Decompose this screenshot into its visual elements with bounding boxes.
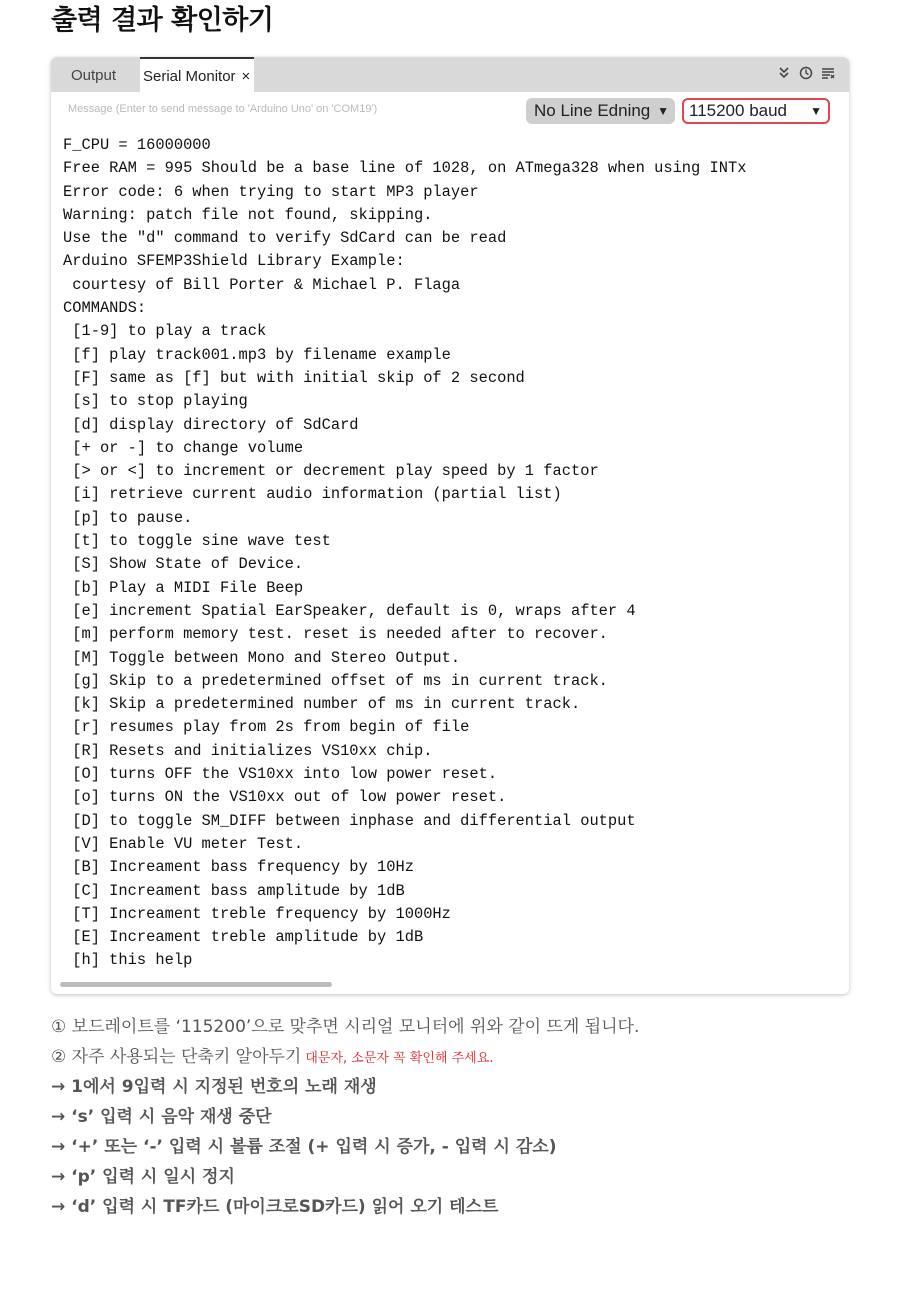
baud-rate-value: 115200 baud (689, 101, 788, 120)
shortcut-list (51, 1074, 881, 1224)
serial-line: [O] turns OFF the VS10xx into low power reset. (63, 765, 498, 784)
serial-line: Error code: 6 when trying to start MP3 player (63, 182, 479, 201)
serial-monitor-panel (51, 57, 849, 994)
serial-line: [p] to pause. (63, 508, 193, 527)
horizontal-scrollbar[interactable] (57, 982, 837, 988)
serial-line: COMMANDS: (63, 299, 147, 318)
serial-line: [E] Increament treble amplitude by 1dB (63, 928, 424, 947)
serial-line: [s] to stop playing (63, 392, 248, 411)
serial-line: [B] Increament bass frequency by 10Hz (63, 858, 414, 877)
clear-output-icon[interactable] (821, 65, 835, 81)
notes-section (51, 1014, 881, 1224)
serial-line: [i] retrieve current audio information (partial list) (63, 485, 562, 504)
shortcut-item: → ‘s’ 입력 시 음악 재생 중단 (51, 1107, 272, 1127)
clock-icon[interactable] (799, 65, 813, 81)
serial-line: [1-9] to play a track (63, 322, 267, 341)
shortcut-item: → ‘+’ 또는 ‘-’ 입력 시 볼륨 조절 (+ 입력 시 증가, - 입력 시 감소) (51, 1137, 557, 1157)
shortcut-item: → ‘d’ 입력 시 TF카드 (마이크로SD카드) 읽어 오기 테스트 (51, 1197, 499, 1217)
note-case-warning: 대문자, 소문자 꼭 확인해 주세요. (305, 1051, 494, 1066)
serial-line: Warning: patch file not found, skipping. (63, 205, 433, 224)
serial-line: [D] to toggle SM_DIFF between inphase and differential output (63, 811, 636, 830)
tab-serial-monitor-label: Serial Monitor (143, 68, 236, 85)
serial-line: [k] Skip a predetermined number of ms in current track. (63, 695, 581, 714)
serial-line: [F] same as [f] but with initial skip of 2 second (63, 368, 525, 387)
caret-down-icon: ▼ (810, 104, 822, 118)
serial-line: [d] display directory of SdCard (63, 415, 359, 434)
serial-line: [C] Increament bass amplitude by 1dB (63, 881, 405, 900)
message-input[interactable]: Message (Enter to send message to 'Arduino Uno' on 'COM19') (68, 103, 378, 115)
note-baud-rate: ① 보드레이트를 ‘115200’으로 맞추면 시리얼 모니터에 위와 같이 뜨게 됩니다. (51, 1017, 640, 1037)
serial-line: [t] to toggle sine wave test (63, 532, 331, 551)
serial-line: F_CPU = 16000000 (63, 136, 211, 154)
serial-line: [f] play track001.mp3 by filename example (63, 345, 451, 364)
shortcut-item: → 1에서 9입력 시 지정된 번호의 노래 재생 (51, 1077, 377, 1097)
serial-line: [V] Enable VU meter Test. (63, 834, 304, 853)
shortcut-item: → ‘p’ 입력 시 일시 정지 (51, 1167, 235, 1187)
serial-line: Free RAM = 995 Should be a base line of 1028, on ATmega328 when using INTx (63, 159, 747, 178)
tab-output[interactable]: Output (71, 67, 117, 84)
serial-line: [> or <] to increment or decrement play speed by 1 factor (63, 462, 599, 481)
scrollbar-thumb[interactable] (60, 982, 332, 987)
chevrons-down-icon[interactable] (777, 65, 791, 81)
page-title: 출력 결과 확인하기 (51, 5, 274, 36)
serial-line: Use the "d" command to verify SdCard can be read (63, 229, 507, 248)
serial-line: [h] this help (63, 951, 193, 970)
serial-line: [M] Toggle between Mono and Stereo Output. (63, 648, 461, 667)
serial-line: Arduino SFEMP3Shield Library Example: (63, 252, 405, 271)
serial-line: [T] Increament treble frequency by 1000Hz (63, 904, 451, 923)
serial-line: [g] Skip to a predetermined offset of ms in current track. (63, 671, 608, 690)
serial-line: [m] perform memory test. reset is needed after to recover. (63, 625, 608, 644)
caret-down-icon: ▼ (657, 104, 669, 118)
baud-rate-select[interactable] (682, 98, 830, 124)
serial-output (63, 134, 843, 973)
line-ending-value: No Line Edning (534, 101, 651, 120)
serial-line: [+ or -] to change volume (63, 438, 304, 457)
serial-line: [S] Show State of Device. (63, 555, 304, 574)
note-shortcuts-heading (51, 1044, 881, 1074)
serial-line: [R] Resets and initializes VS10xx chip. (63, 741, 433, 760)
serial-line: courtesy of Bill Porter & Michael P. Flaga (63, 275, 461, 294)
serial-line: [o] turns ON the VS10xx out of low power reset. (63, 788, 507, 807)
note-shortcuts-text: ② 자주 사용되는 단축키 알아두기 (51, 1047, 302, 1067)
line-ending-select[interactable] (526, 98, 675, 124)
serial-line: [b] Play a MIDI File Beep (63, 578, 304, 597)
toolbar-icons (777, 65, 835, 81)
serial-line: [r] resumes play from 2s from begin of file (63, 718, 470, 737)
serial-line: [e] increment Spatial EarSpeaker, default is 0, wraps after 4 (63, 601, 636, 620)
close-icon[interactable]: × (241, 68, 251, 85)
tab-serial-monitor[interactable] (140, 57, 254, 92)
tab-bar (51, 57, 849, 92)
